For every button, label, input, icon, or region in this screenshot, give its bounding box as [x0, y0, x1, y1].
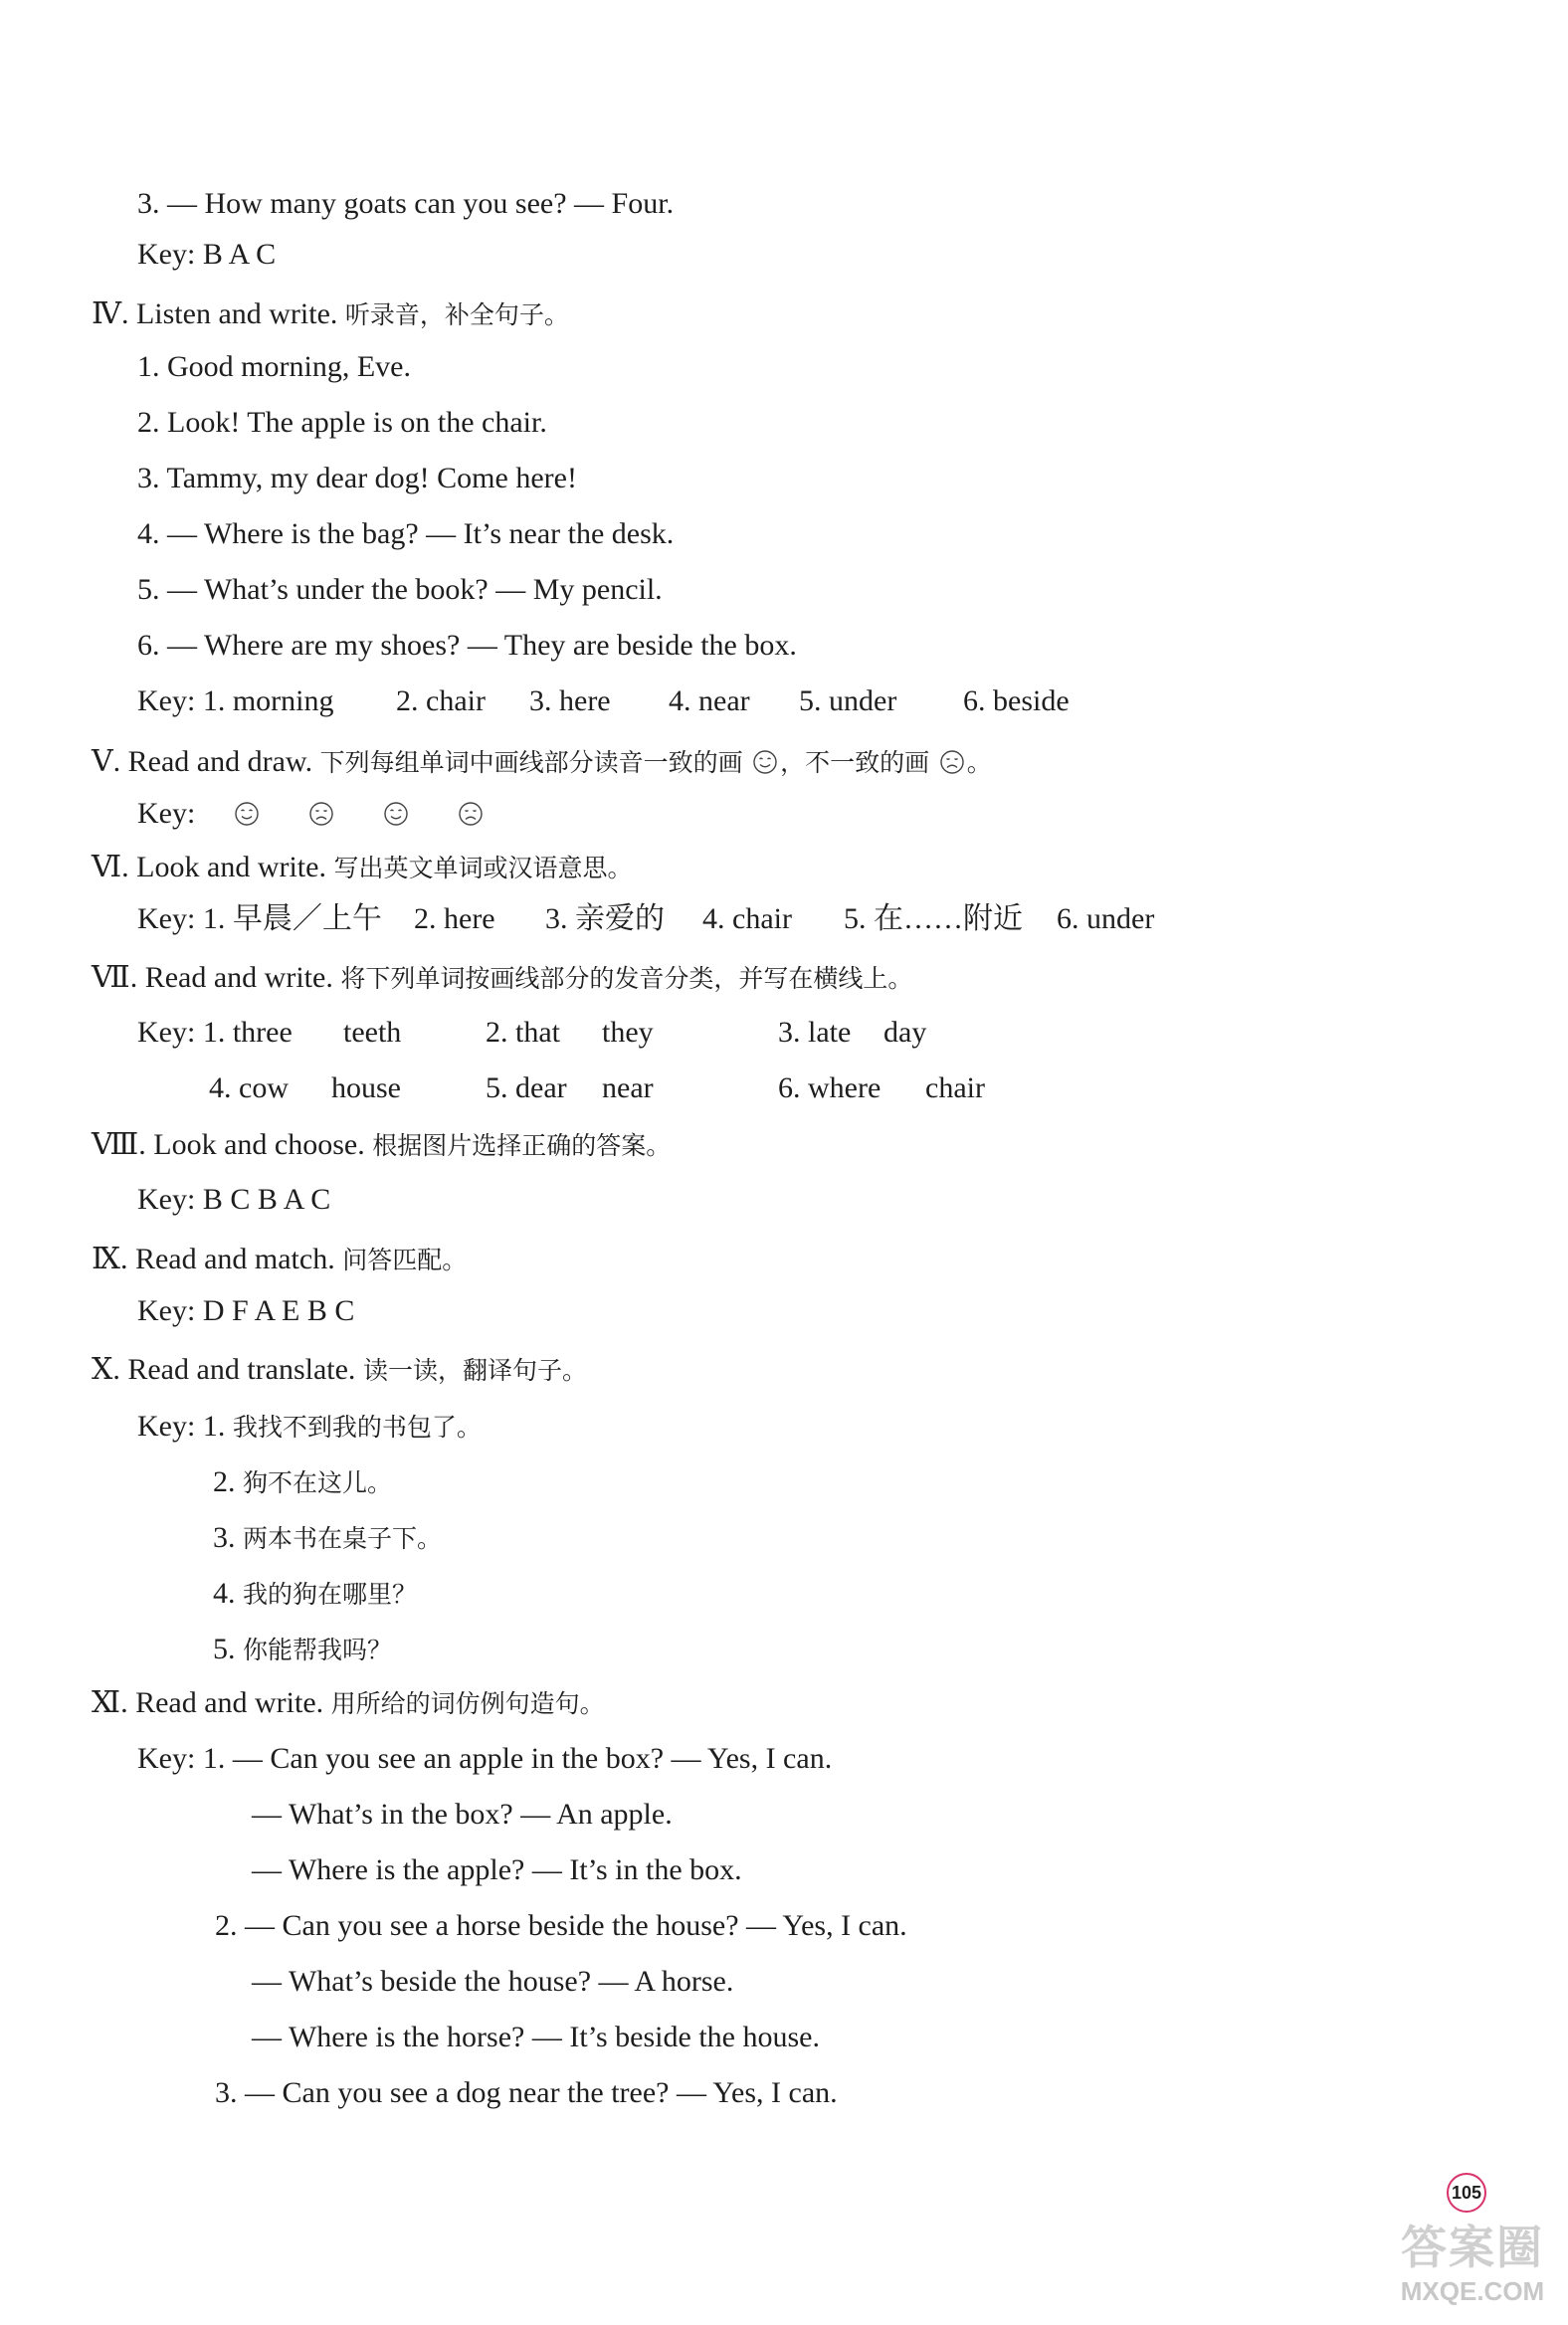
translation-text: 两本书在桌子下。: [243, 1524, 443, 1553]
key-item: teeth: [343, 1016, 402, 1049]
section-heading-cn: 写出英文单词或汉语意思。: [333, 854, 633, 882]
key-item: 3. 亲爱的: [545, 902, 665, 935]
answer-line: — What’s beside the house? — A horse.: [252, 1965, 734, 1998]
key-item: 6. beside: [963, 684, 1070, 717]
key-item: 4. near: [669, 684, 750, 717]
translation-line: [213, 1518, 442, 1559]
key-item: Key: 1. 早晨／上午: [137, 902, 382, 935]
answer-line: 4. — Where is the bag? — It’s near the desk.: [137, 517, 675, 550]
watermark-url: MXQE.COM: [1400, 2276, 1545, 2306]
section-heading-en: Ⅵ. Look and write.: [92, 851, 334, 883]
key-item: 4. cow: [209, 1071, 289, 1104]
section-heading-cn: 根据图片选择正确的答案。: [372, 1131, 672, 1160]
key-item: near: [602, 1071, 654, 1104]
answer-line: 3. — Can you see a dog near the tree? — Yes, I can.: [215, 2076, 838, 2109]
answer-line: — Where is the apple? — It’s in the box.: [252, 1853, 742, 1886]
translation-line: [213, 1462, 392, 1503]
section-heading-cn: ，不一致的画: [780, 748, 930, 777]
section-heading-cn: 问答匹配。: [342, 1246, 468, 1274]
section-heading-en: Ⅹ. Read and translate.: [92, 1353, 363, 1386]
section-heading-10: [92, 1350, 587, 1391]
section-heading-cn: 读一读，翻译句子。: [362, 1356, 587, 1385]
section-heading-cn: 。: [966, 748, 992, 777]
sad-face-icon: [308, 801, 334, 827]
translation-line: [137, 1407, 482, 1448]
key-item: 6. under: [1057, 902, 1155, 935]
key-item: 2. here: [414, 902, 495, 935]
key-row-4: [0, 681, 1568, 721]
answer-line: 3. — How many goats can you see? — Four.: [137, 187, 675, 220]
watermark-logo: [1383, 2219, 1562, 2318]
answer-line: Key: 1. — Can you see an apple in the box? — Yes, I can.: [137, 1742, 833, 1775]
translation-text: 我的狗在哪里？: [243, 1580, 418, 1609]
key-item: 5. 在……附近: [844, 902, 1023, 935]
section-heading-6: [92, 848, 632, 888]
section-heading-en: Ⅴ. Read and draw.: [92, 745, 320, 778]
sad-face-icon: [458, 801, 484, 827]
translation-line: [213, 1630, 392, 1670]
smiling-face-icon: [752, 749, 778, 775]
section-heading-en: Ⅶ. Read and write.: [92, 961, 341, 994]
item-number: 4.: [213, 1577, 243, 1610]
key-item: 3. late: [778, 1016, 852, 1049]
key-item: 5. under: [799, 684, 897, 717]
answer-line: 5. — What’s under the book? — My pencil.: [137, 573, 663, 606]
item-number: 3.: [213, 1521, 243, 1554]
section-heading-cn: 将下列单词按画线部分的发音分类，并写在横线上。: [340, 964, 913, 993]
key-item: 5. dear: [486, 1071, 567, 1104]
key-row-6: [0, 899, 1568, 939]
translation-text: 你能帮我吗？: [243, 1636, 393, 1664]
section-heading-cn: 下列每组单词中画线部分读音一致的画: [319, 748, 743, 777]
answer-line: 2. Look! The apple is on the chair.: [137, 406, 547, 439]
section-heading-9: [92, 1240, 467, 1280]
key-row-7b: [0, 1068, 1568, 1108]
answer-line: — Where is the horse? — It’s beside the house.: [252, 2021, 820, 2053]
translation-text: 我找不到我的书包了。: [232, 1413, 482, 1442]
key-item: house: [331, 1071, 401, 1104]
key-item: Key: 1. morning: [137, 684, 334, 717]
smiling-face-icon: [234, 801, 260, 827]
key-item: 6. where: [778, 1071, 882, 1104]
section-heading-cn: 听录音，补全句子。: [344, 300, 569, 329]
smiling-face-icon: [383, 801, 409, 827]
section-heading-en: Ⅷ. Look and choose.: [92, 1128, 373, 1161]
key-line: Key: B C B A C: [137, 1183, 331, 1216]
key-item: they: [602, 1016, 654, 1049]
answer-line: 3. Tammy, my dear dog! Come here!: [137, 462, 577, 494]
key-item: chair: [925, 1071, 985, 1104]
section-heading-4: [92, 294, 569, 335]
item-number: 5.: [213, 1633, 243, 1665]
key-item: day: [883, 1016, 927, 1049]
translation-text: 狗不在这儿。: [243, 1468, 393, 1497]
key-label: Key:: [137, 797, 196, 830]
watermark-logo-text: 答案圈: [1401, 2222, 1544, 2273]
section-heading-5: [92, 742, 992, 783]
key-item: 2. chair: [396, 684, 486, 717]
section-heading-en: Ⅳ. Listen and write.: [92, 297, 345, 330]
key-label: Key: 1.: [137, 1410, 233, 1443]
section-heading-en: Ⅸ. Read and match.: [92, 1243, 343, 1275]
key-item: 2. that: [486, 1016, 560, 1049]
key-row-7a: [0, 1013, 1568, 1053]
answer-line: 6. — Where are my shoes? — They are beside the box.: [137, 629, 797, 662]
item-number: 2.: [213, 1465, 243, 1498]
section-heading-en: Ⅺ. Read and write.: [92, 1686, 331, 1719]
section-heading-11: [92, 1683, 605, 1724]
translation-line: [213, 1574, 417, 1615]
sad-face-icon: [939, 749, 965, 775]
section-heading-cn: 用所给的词仿例句造句。: [330, 1689, 605, 1718]
key-line: Key: D F A E B C: [137, 1294, 355, 1327]
key-item: 3. here: [529, 684, 611, 717]
key-line: Key: B A C: [137, 238, 277, 271]
answer-line: 2. — Can you see a horse beside the house? — Yes, I can.: [215, 1909, 907, 1942]
answer-line: 1. Good morning, Eve.: [137, 350, 411, 383]
answer-line: — What’s in the box? — An apple.: [252, 1798, 673, 1831]
key-line-5: [137, 794, 486, 834]
key-item: Key: 1. three: [137, 1016, 293, 1049]
key-item: 4. chair: [702, 902, 792, 935]
section-heading-8: [92, 1125, 671, 1166]
section-heading-7: [92, 958, 912, 999]
page-number: 105: [1447, 2173, 1486, 2213]
